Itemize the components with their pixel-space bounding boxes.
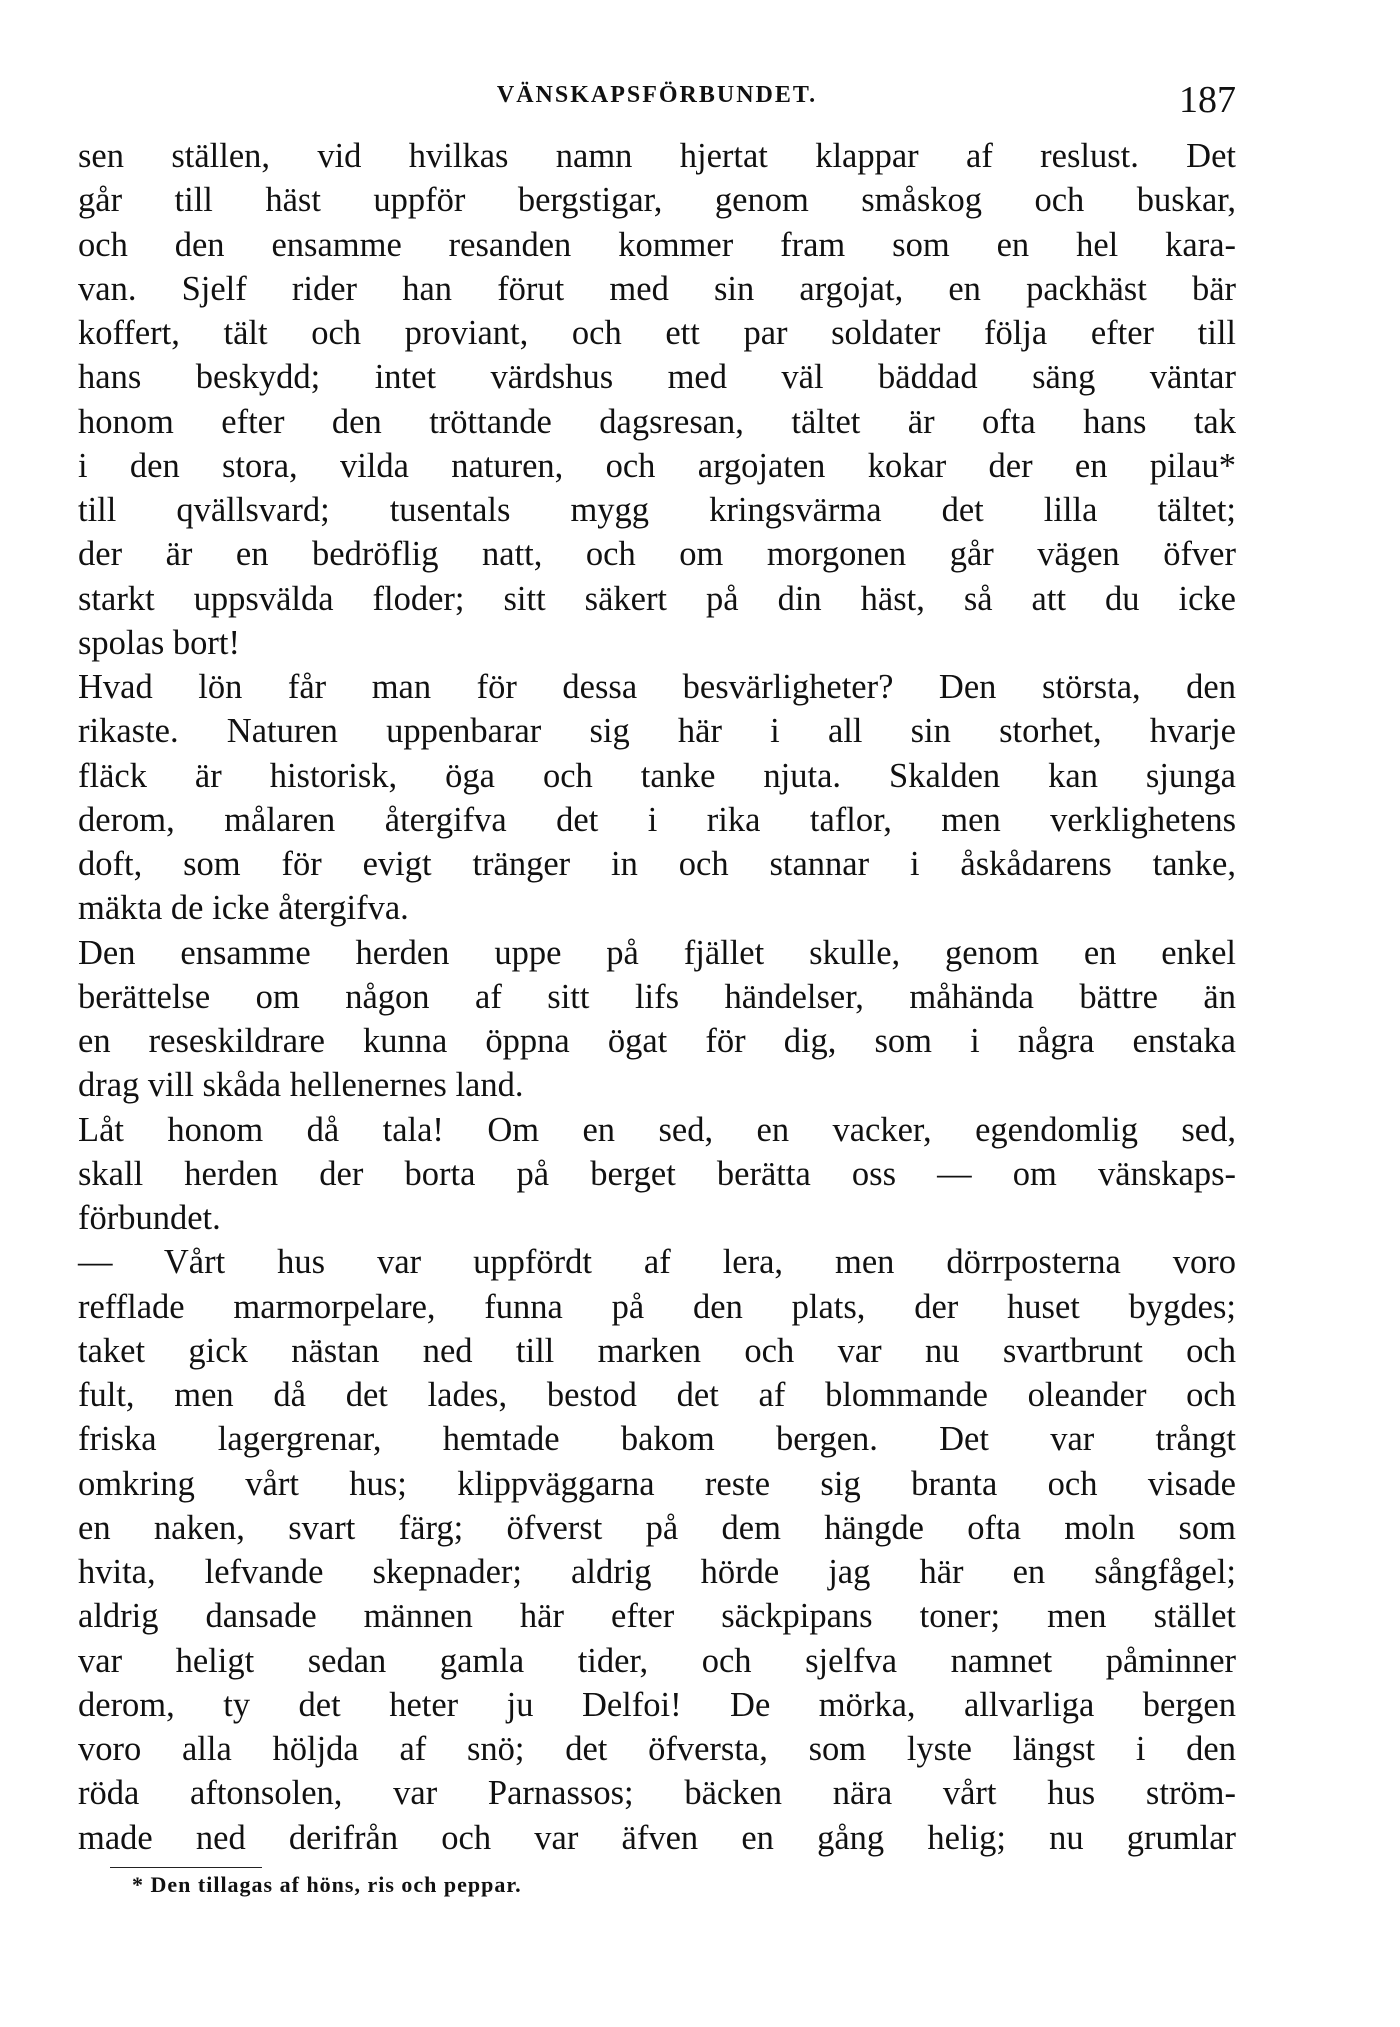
text-line: en reseskildrare kunna öppna ögat för dig, som i några enstaka	[78, 1022, 1236, 1060]
text-line: voro alla höljda af snö; det öfversta, som lyste längst i den	[78, 1730, 1236, 1768]
text-line: van. Sjelf rider han förut med sin argojat, en packhäst bär	[78, 269, 1236, 308]
body-text	[78, 134, 1236, 1860]
text-line: rikaste. Naturen uppenbarar sig här i all sin storhet, hvarje	[78, 712, 1236, 751]
text-line: derom, ty det heter ju Delfoi! De mörka, allvarliga bergen	[78, 1685, 1236, 1724]
text-line: och den ensamme resanden kommer fram som en hel kara-	[78, 225, 1236, 264]
text-line: fläck är historisk, öga och tanke njuta. Skalden kan sjunga	[78, 756, 1236, 795]
text-line: doft, som för evigt tränger in och stannar i åskådarens tanke,	[78, 845, 1236, 883]
text-line: i den stora, vilda naturen, och argojaten kokar der en pilau*	[78, 446, 1236, 485]
text-line: går till häst uppför bergstigar, genom småskog och buskar,	[78, 181, 1236, 220]
text-line: taket gick nästan ned till marken och var nu svartbrunt och	[78, 1331, 1236, 1370]
footnote: * Den tillagas af höns, ris och peppar.	[132, 1872, 522, 1897]
text-line: derom, målaren återgifva det i rika taflor, men verklighetens	[78, 800, 1236, 839]
text-line: hans beskydd; intet värdshus med väl bäddad säng väntar	[78, 358, 1236, 397]
text-line: refflade marmorpelare, funna på den plats, der huset bygdes;	[78, 1287, 1236, 1326]
text-line: var heligt sedan gamla tider, och sjelfva namnet påminner	[78, 1641, 1236, 1680]
text-line: Hvad lön får man för dessa besvärligheter? Den största, den	[78, 668, 1236, 706]
page-header	[78, 78, 1236, 126]
text-line: omkring vårt hus; klippväggarna reste sig branta och visade	[78, 1464, 1236, 1503]
text-line: en naken, svart färg; öfverst på dem hängde ofta moln som	[78, 1508, 1236, 1547]
text-line: mäkta de icke återgifva.	[78, 889, 409, 928]
text-line: röda aftonsolen, var Parnassos; bäcken nära vårt hus ström-	[78, 1774, 1236, 1813]
page-number: 187	[1179, 79, 1236, 121]
text-line: honom efter den tröttande dagsresan, tältet är ofta hans tak	[78, 402, 1236, 441]
text-line: hvita, lefvande skepnader; aldrig hörde jag här en sångfågel;	[78, 1553, 1236, 1591]
text-line: friska lagergrenar, hemtade bakom bergen. Det var trångt	[78, 1420, 1236, 1459]
text-line: sen ställen, vid hvilkas namn hjertat klappar af reslust. Det	[78, 137, 1236, 175]
footnote-rule	[110, 1867, 262, 1868]
running-title: VÄNSKAPSFÖRBUNDET.	[496, 82, 818, 108]
text-line: made ned derifrån och var äfven en gång helig; nu grumlar	[78, 1818, 1236, 1857]
text-line: starkt uppsvälda floder; sitt säkert på din häst, så att du icke	[78, 579, 1236, 618]
text-line: koffert, tält och proviant, och ett par soldater följa efter till	[78, 314, 1236, 352]
text-line: till qvällsvard; tusentals mygg kringsvärma det lilla tältet;	[78, 491, 1236, 529]
text-line: fult, men då det lades, bestod det af blommande oleander och	[78, 1376, 1236, 1414]
text-line: drag vill skåda hellenernes land.	[78, 1066, 524, 1105]
text-line: — Vårt hus var uppfördt af lera, men dörrposterna voro	[78, 1243, 1236, 1282]
text-line: berättelse om någon af sitt lifs händelser, måhända bättre än	[78, 977, 1236, 1016]
text-line: Den ensamme herden uppe på fjället skulle, genom en enkel	[78, 933, 1236, 972]
text-line: aldrig dansade männen här efter säckpipans toner; men stället	[78, 1597, 1236, 1636]
text-line: förbundet.	[78, 1199, 221, 1237]
text-line: skall herden der borta på berget berätta oss — om vänskaps-	[78, 1154, 1236, 1193]
text-line: Låt honom då tala! Om en sed, en vacker, egendomlig sed,	[78, 1110, 1236, 1149]
text-line: spolas bort!	[78, 623, 240, 662]
text-line: der är en bedröflig natt, och om morgonen går vägen öfver	[78, 535, 1236, 574]
